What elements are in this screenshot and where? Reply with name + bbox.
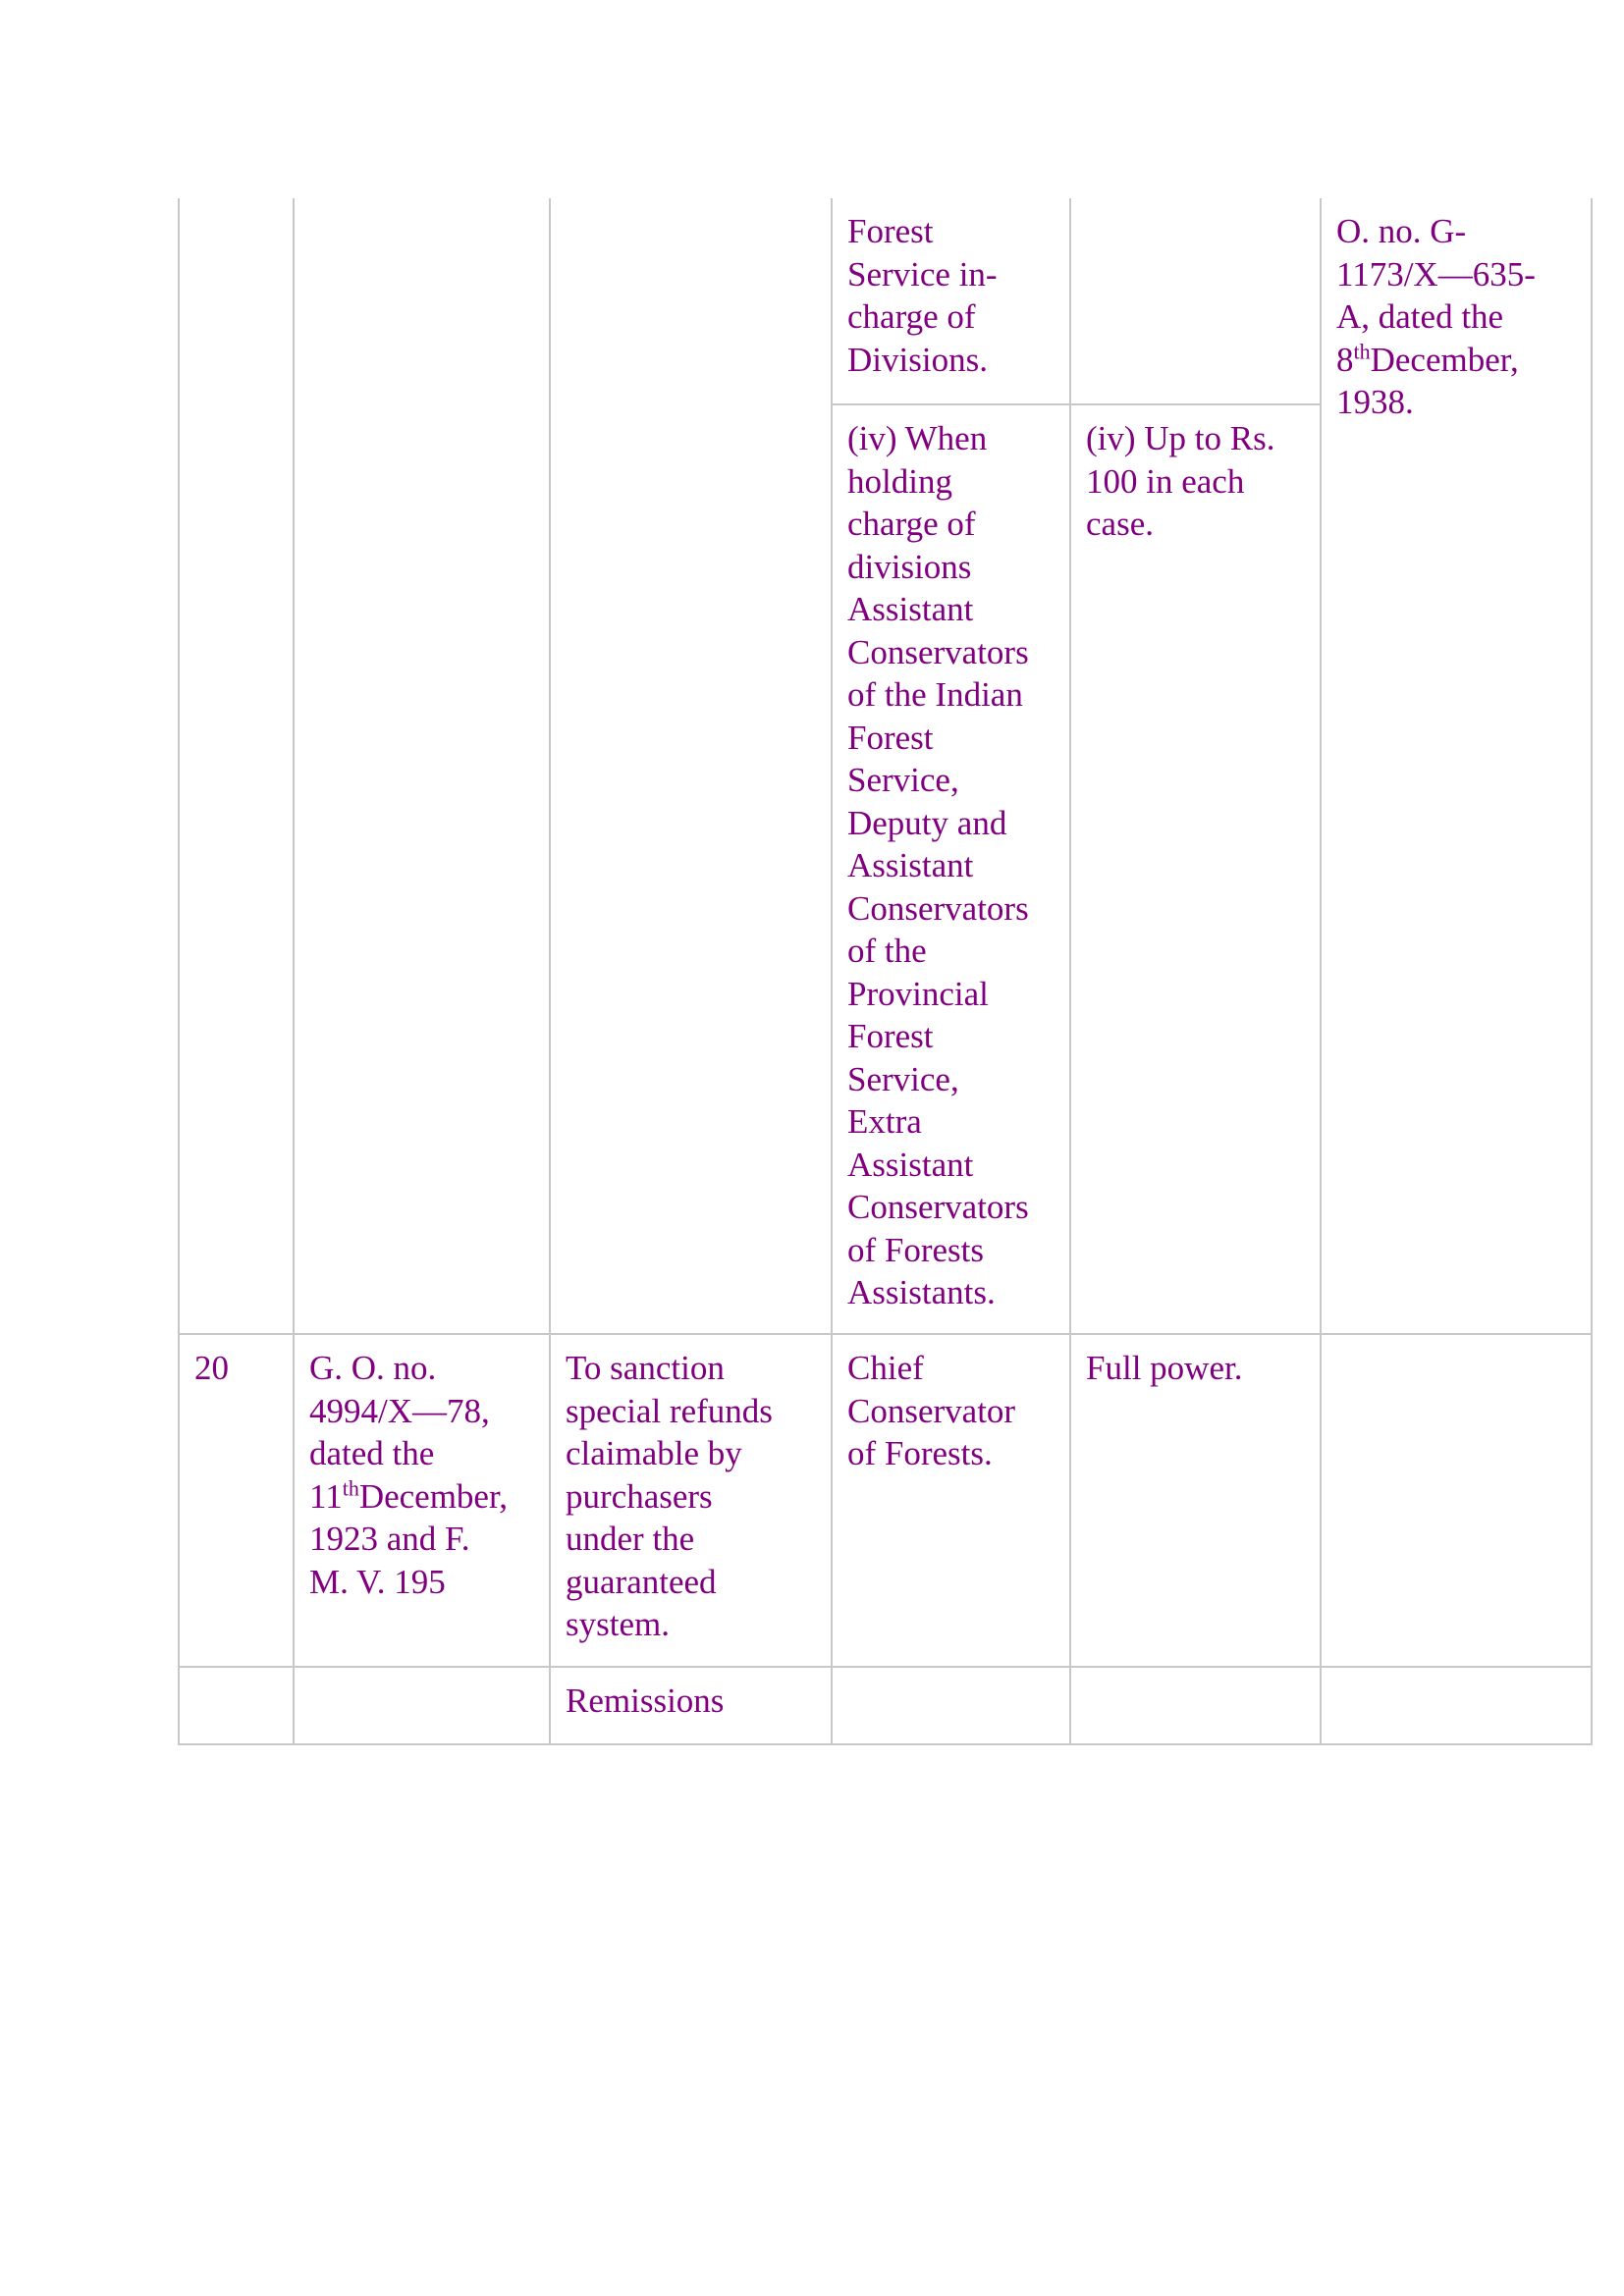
extent-cell — [1070, 198, 1321, 404]
reference-text: O. no. G- 1173/X—635- A, dated the 8 — [1336, 212, 1536, 379]
ordinal-suffix: th — [1353, 338, 1371, 363]
section-heading: Remissions — [550, 1667, 832, 1744]
table-row — [179, 1334, 1592, 1667]
reference-cell — [1321, 198, 1592, 1334]
nature-cell: To sanction special refunds claimable by purchasers under the guaranteed system. — [550, 1334, 832, 1667]
nature-cell — [550, 198, 832, 1334]
reference-cell — [1321, 1667, 1592, 1744]
order-cell — [294, 1334, 550, 1667]
ordinal-suffix: th — [342, 1474, 359, 1500]
order-text: G. O. no. 4994/X—78, dated the 11 — [309, 1349, 490, 1516]
serial-cell: 20 — [179, 1334, 294, 1667]
authority-cell: Forest Service in- charge of Divisions. — [832, 198, 1070, 404]
serial-cell — [179, 198, 294, 1334]
reference-text-end: December, 1938. — [1336, 340, 1519, 421]
extent-cell — [1070, 1667, 1321, 1744]
order-cell — [294, 1667, 550, 1744]
authority-cell: (iv) When holding charge of divisions Assistant Conservators of the Indian Forest Service, Deputy and Assistant Conservators of the Provincial Forest Service, Extra Assistant Conservators of Forests Assistants. — [832, 404, 1070, 1334]
order-cell — [294, 198, 550, 1334]
extent-cell: (iv) Up to Rs. 100 in each case. — [1070, 404, 1321, 1334]
reference-cell — [1321, 1334, 1592, 1667]
table-row — [179, 1667, 1592, 1744]
powers-table — [178, 198, 1593, 1745]
order-text-end: December, 1923 and F. M. V. 195 — [309, 1476, 508, 1601]
extent-cell: Full power. — [1070, 1334, 1321, 1667]
serial-cell — [179, 1667, 294, 1744]
table-row — [179, 198, 1592, 404]
authority-cell: Chief Conservator of Forests. — [832, 1334, 1070, 1667]
authority-cell — [832, 1667, 1070, 1744]
